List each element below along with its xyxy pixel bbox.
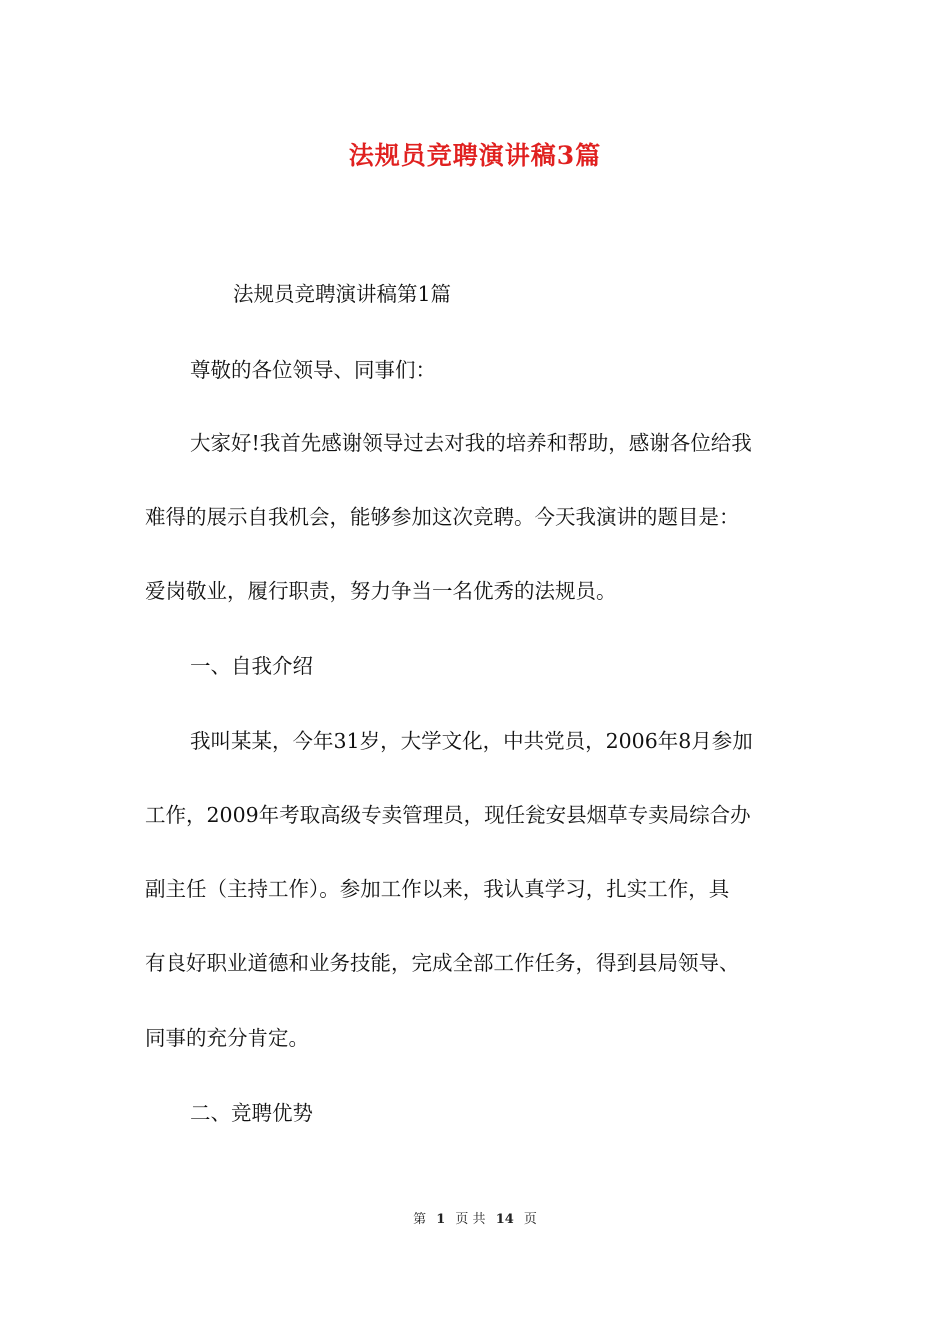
page-footer [0,1208,950,1227]
document-title: 法规员竞聘演讲稿3篇 [348,141,602,170]
section-heading-advantages: 二、竞聘优势 [190,1101,313,1125]
paragraph-line: 爱岗敬业，履行职责，努力争当一名优秀的法规员。 [145,579,617,603]
paragraph-line: 有良好职业道德和业务技能，完成全部工作任务，得到县局领导、 [145,951,740,975]
current-page-number: 1 [436,1212,446,1227]
salutation: 尊敬的各位领导、同事们： [190,358,436,382]
paragraph-line: 难得的展示自我机会，能够参加这次竞聘。今天我演讲的题目是： [145,505,740,529]
section-heading-part-1: 法规员竞聘演讲稿第1篇 [233,282,452,306]
paragraph-line: 大家好!我首先感谢领导过去对我的培养和帮助，感谢各位给我 [190,431,752,455]
page-label-suffix: 页 [523,1212,537,1227]
section-heading-self-intro: 一、自我介绍 [190,654,313,678]
paragraph-line: 同事的充分肯定。 [145,1026,309,1050]
page-label-prefix: 第 [413,1212,427,1227]
total-pages-number: 14 [495,1212,514,1227]
paragraph-line: 我叫某某，今年31岁，大学文化，中共党员，2006年8月参加 [190,729,753,753]
page-label-mid: 页 共 [455,1212,486,1227]
paragraph-line: 工作，2009年考取高级专卖管理员，现任瓮安县烟草专卖局综合办 [145,803,751,827]
paragraph-line: 副主任（主持工作）。参加工作以来，我认真学习，扎实工作，具 [145,877,730,901]
